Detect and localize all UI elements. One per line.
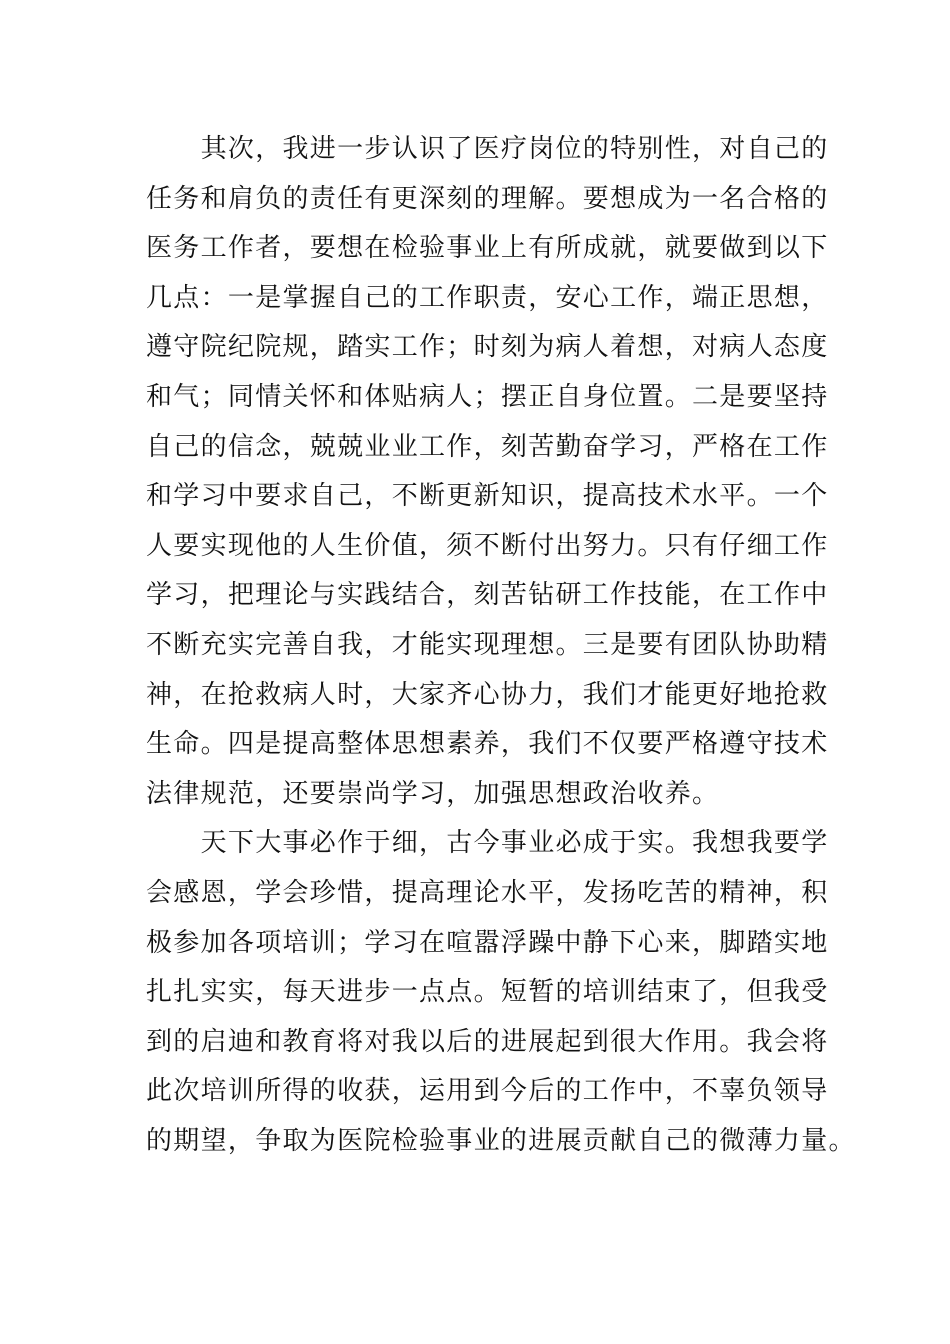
text-line: 到的启迪和教育将对我以后的进展起到很大作用。我会将	[146, 1026, 829, 1057]
text-line: 和气；同情关怀和体贴病人；摆正自身位置。二是要坚持	[146, 381, 829, 412]
text-line: 法律规范，还要崇尚学习，加强思想政治收养。	[146, 778, 720, 809]
text-line: 会感恩，学会珍惜，提高理论水平，发扬吃苦的精神，积	[146, 877, 829, 908]
paragraph-2	[146, 819, 856, 1166]
text-line: 生命。四是提高整体思想素养，我们不仅要严格遵守技术	[146, 729, 829, 760]
text-line: 人要实现他的人生价值，须不断付出努力。只有仔细工作	[146, 530, 829, 561]
text-line: 的期望，争取为医院检验事业的进展贡献自己的微薄力量。	[146, 1125, 856, 1156]
text-line: 天下大事必作于细，古今事业必成于实。我想我要学	[146, 828, 829, 859]
text-line: 医务工作者，要想在检验事业上有所成就，就要做到以下	[146, 233, 829, 264]
text-line: 神，在抢救病人时，大家齐心协力，我们才能更好地抢救	[146, 679, 829, 710]
text-line: 和学习中要求自己，不断更新知识，提高技术水平。一个	[146, 481, 829, 512]
text-line: 扎扎实实，每天进步一点点。短暂的培训结束了，但我受	[146, 977, 829, 1008]
text-line: 此次培训所得的收获，运用到今后的工作中，不辜负领导	[146, 1076, 829, 1107]
text-line: 不断充实完善自我，才能实现理想。三是要有团队协助精	[146, 629, 829, 660]
text-line: 遵守院纪院规，踏实工作；时刻为病人着想，对病人态度	[146, 332, 829, 363]
text-line: 极参加各项培训；学习在喧嚣浮躁中静下心来，脚踏实地	[146, 927, 829, 958]
document-body	[146, 125, 856, 1166]
text-line: 任务和肩负的责任有更深刻的理解。要想成为一名合格的	[146, 183, 829, 214]
text-line: 自己的信念，兢兢业业工作，刻苦勤奋学习，严格在工作	[146, 431, 829, 462]
text-line: 其次，我进一步认识了医疗岗位的特别性，对自己的	[146, 134, 829, 164]
paragraph-1	[146, 125, 829, 819]
text-line: 学习，把理论与实践结合，刻苦钻研工作技能，在工作中	[146, 580, 829, 611]
text-line: 几点：一是掌握自己的工作职责，安心工作，端正思想，	[146, 282, 829, 313]
